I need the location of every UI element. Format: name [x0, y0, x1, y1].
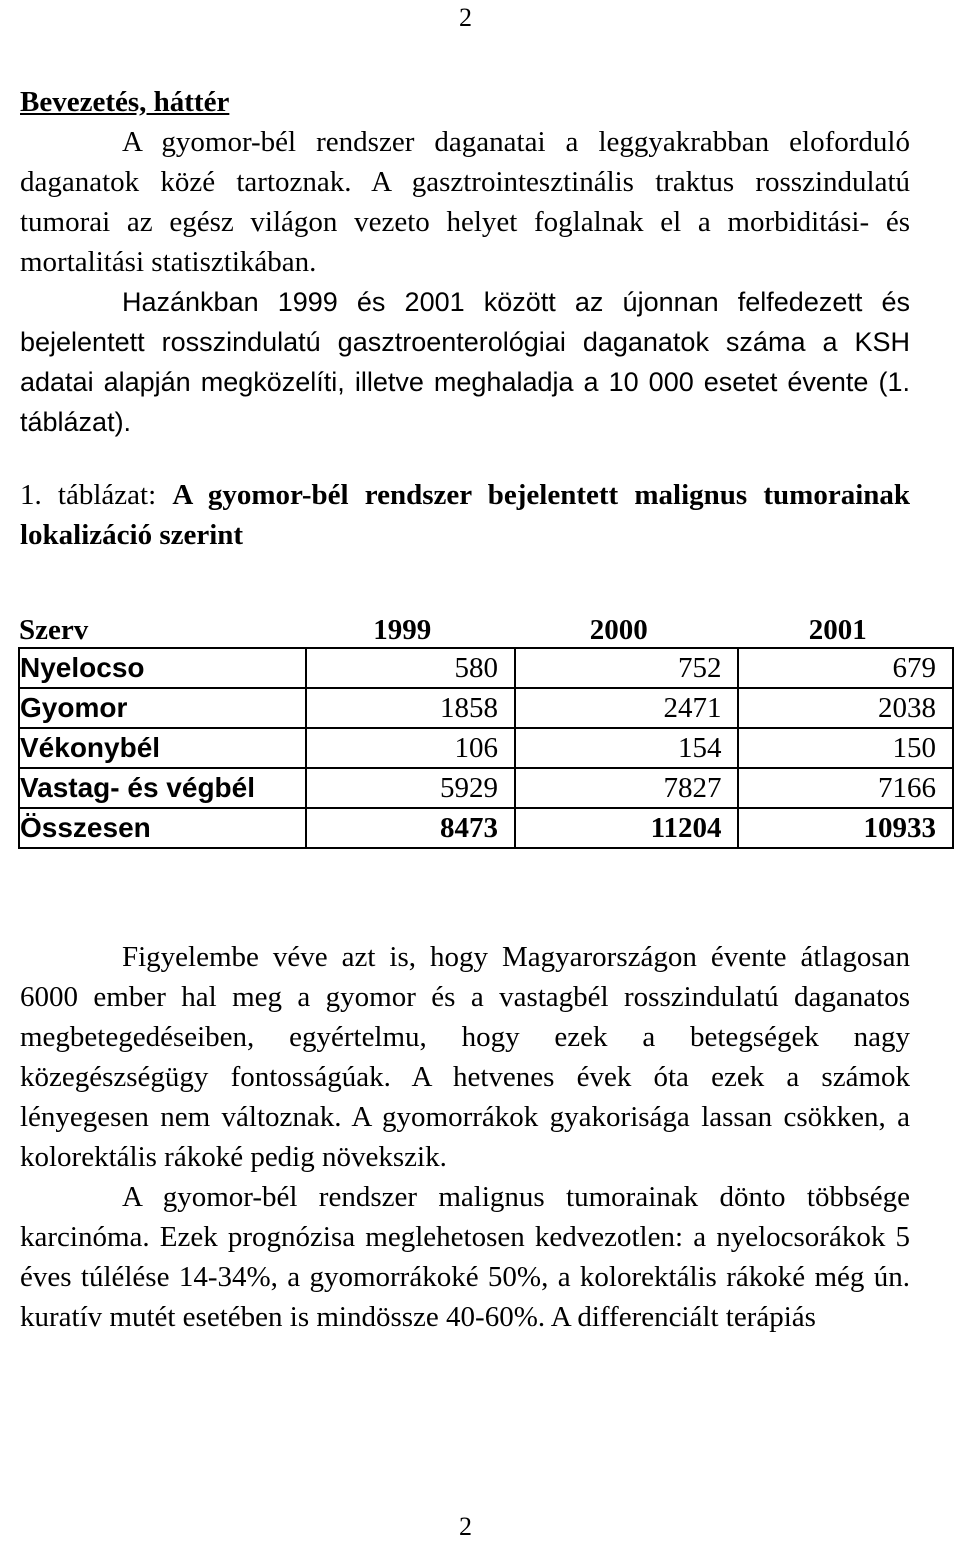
table-cell-value: 1858 [306, 688, 515, 728]
document-body [19, 82, 936, 1337]
table-row [19, 648, 953, 688]
table-cell-organ: Nyelocso [19, 648, 306, 688]
table-cell-value: 580 [306, 648, 515, 688]
table-cell-value: 5929 [306, 768, 515, 808]
table-caption-prefix: 1. táblázat: [20, 479, 157, 511]
table-header-2001: 2001 [808, 614, 867, 646]
table-cell-organ: Vastag- és végbél [19, 768, 306, 808]
table-cell-organ: Összesen [19, 808, 306, 848]
table-row [19, 768, 953, 808]
table-cell-value: 8473 [306, 808, 515, 848]
table-header-row [19, 603, 953, 648]
table-cell-organ: Gyomor [19, 688, 306, 728]
table-cell-value: 679 [738, 648, 953, 688]
table-cell-value: 10933 [738, 808, 953, 848]
intro-paragraph-2: Hazánkban 1999 és 2001 között az újonnan felfedezett és bejelentett rosszindulatú gasztroenterológiai daganatok száma a KSH adatai alapján megközelíti, illetve meghaladja a 10 000 esetet évente (1. táblázat). [20, 287, 910, 437]
table-header-1999: 1999 [373, 614, 432, 646]
page-number-bottom: 2 [459, 1512, 472, 1541]
table-header-organ: Szerv [19, 614, 89, 646]
table-row [19, 728, 953, 768]
tumor-localization-table [18, 603, 954, 849]
body-paragraph-4: A gyomor-bél rendszer malignus tumorainak dönto többsége karcinóma. Ezek prognózisa meglehetosen kedvezotlen: a nyelocsorákok 5 éves túlélése 14-34%, a gyomorrákoké 50%, a kolorektális rákoké még ún. kuratív mutét esetében is mindössze 40-60%. A differenciált terápiás [20, 1181, 910, 1333]
body-paragraph-3: Figyelembe véve azt is, hogy Magyarországon évente átlagosan 6000 ember hal meg a gyomor és a vastagbél rosszindulatú daganatos megbetegedéseiben, egyértelmu, hogy ezek a betegségek nagy közegészségügy fontosságúak. A hetvenes évek óta ezek a számok lényegesen nem változnak. A gyomorrákok gyakorisága lassan csökken, a kolorektális rákoké pedig növekszik. [20, 941, 910, 1173]
table-header-2000: 2000 [589, 614, 648, 646]
table-caption [20, 475, 910, 555]
table-cell-value: 150 [738, 728, 953, 768]
table-cell-value: 2471 [515, 688, 738, 728]
intro-paragraph-1: A gyomor-bél rendszer daganatai a leggyakrabban eloforduló daganatok közé tartoznak. A gasztrointesztinális traktus rosszindulatú tumorai az egész világon vezeto helyet foglalnak el a morbiditási- és mortalitási statisztikában. [20, 126, 910, 278]
table-cell-value: 154 [515, 728, 738, 768]
table-cell-value: 11204 [515, 808, 738, 848]
page-number-top: 2 [459, 3, 472, 32]
table-row [19, 688, 953, 728]
table-cell-value: 7166 [738, 768, 953, 808]
table-cell-value: 106 [306, 728, 515, 768]
table-caption-title: A gyomor-bél rendszer bejelentett malignus tumorainak lokalizáció szerint [20, 479, 911, 551]
table-cell-value: 752 [515, 648, 738, 688]
table-row-total [19, 808, 953, 848]
table-cell-organ: Vékonybél [19, 728, 306, 768]
table-cell-value: 7827 [515, 768, 738, 808]
section-heading: Bevezetés, háttér [20, 86, 230, 118]
table-cell-value: 2038 [738, 688, 953, 728]
